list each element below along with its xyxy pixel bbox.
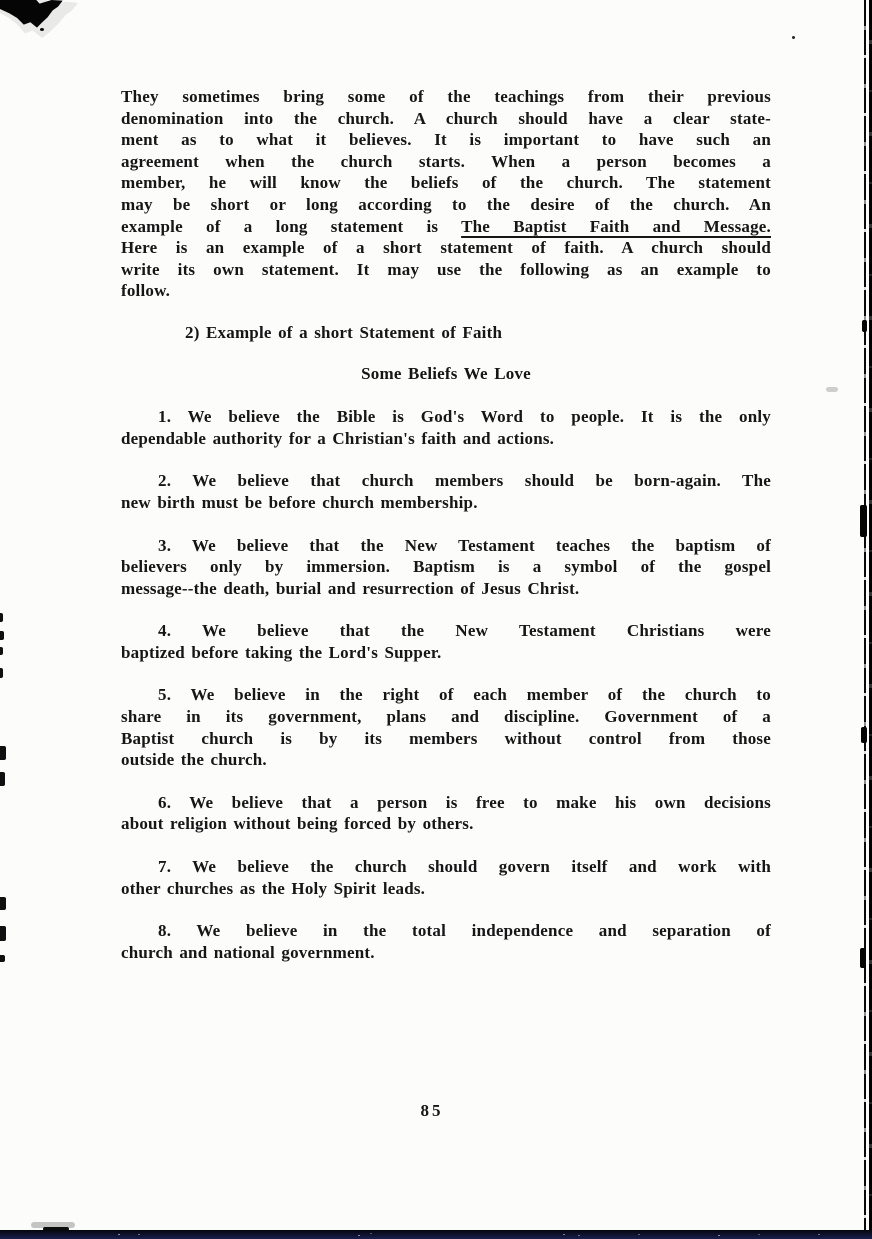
belief-item-4 (121, 620, 771, 663)
scan-edge-blob (860, 505, 867, 537)
text-line: church and national government. (121, 942, 375, 962)
scan-text-fragment (0, 746, 6, 760)
beliefs-list (121, 406, 771, 963)
text-line: denomination into the church. A church should have a clear state- (121, 108, 771, 128)
scan-text-fragment (0, 631, 4, 640)
text-line: other churches as the Holy Spirit leads. (121, 878, 426, 898)
text-line: agreement when the church starts. When a person becomes a (121, 151, 771, 171)
text-column (121, 86, 771, 1122)
text-line: 6. We believe that a person is free to make his own decisions (158, 792, 771, 812)
scan-right-edge-line (864, 0, 866, 1239)
scan-smudge (826, 387, 838, 392)
belief-item-3 (121, 535, 771, 600)
scan-text-fragment (0, 926, 6, 941)
text-line: 7. We believe the church should govern itself and work with (158, 857, 771, 877)
text-line: 8. We believe in the total independence and separation of (158, 921, 771, 941)
text-line: They sometimes bring some of the teachings from their previous (121, 87, 771, 106)
scan-speck (792, 36, 795, 39)
text-line: 1. We believe the Bible is God's Word to people. It is the only (158, 407, 771, 427)
text-line (121, 216, 771, 238)
subheading: Some Beliefs We Love (361, 363, 531, 383)
page-number: 85 (420, 1101, 444, 1121)
text-line: write its own statement. It may use the following as an example to (121, 259, 771, 279)
scan-bottom-edge-specks (118, 1234, 120, 1235)
link-line-text: example of a long statement is (121, 216, 462, 236)
scan-text-fragment (0, 772, 5, 786)
scan-text-fragment (0, 613, 3, 622)
text-line: 2. We believe that church members should be born-again. The (158, 471, 771, 491)
scan-speck (40, 28, 44, 31)
scan-text-fragment (0, 897, 6, 910)
scan-edge-blob (862, 320, 867, 332)
scan-edge-blob (860, 948, 866, 968)
text-line: follow. (121, 281, 171, 301)
underlined-book-title: The Baptist Faith and Message. (461, 216, 771, 236)
text-line: 3. We believe that the New Testament teaches the baptism of (158, 535, 771, 555)
scan-text-fragment (0, 668, 3, 678)
text-line: new birth must be before church membership. (121, 492, 478, 512)
text-line: share in its government, plans and discipline. Government of a (121, 707, 771, 727)
text-line: outside the church. (121, 750, 267, 770)
belief-item-7 (121, 856, 771, 899)
text-line: Here is an example of a short statement of faith. A church should (121, 238, 771, 258)
text-line: baptized before taking the Lord's Supper. (121, 642, 442, 662)
scan-text-fragment (0, 955, 5, 962)
section-heading: 2) Example of a short Statement of Faith (185, 322, 503, 342)
scan-edge-blob (861, 727, 867, 743)
text-line: Baptist church is by its members without control from those (121, 728, 771, 748)
text-line: believers only by immersion. Baptism is a symbol of the gospel (121, 557, 771, 577)
belief-item-6 (121, 792, 771, 835)
scan-text-fragment (0, 647, 3, 655)
belief-item-5 (121, 684, 771, 770)
text-line: 5. We believe in the right of each member of the church to (158, 685, 771, 705)
text-line: ment as to what it believes. It is important to have such an (121, 130, 771, 150)
text-line: about religion without being forced by others. (121, 814, 474, 834)
text-line: message--the death, burial and resurrection of Jesus Christ. (121, 578, 580, 598)
belief-item-2 (121, 470, 771, 513)
belief-item-8 (121, 920, 771, 963)
text-line: may be short or long according to the desire of the church. An (121, 194, 771, 214)
belief-item-1 (121, 406, 771, 449)
intro-paragraph (121, 86, 771, 302)
text-line: dependable authority for a Christian's faith and actions. (121, 428, 555, 448)
text-line: member, he will know the beliefs of the church. The statement (121, 173, 771, 193)
scan-bottom-edge (0, 1230, 872, 1239)
text-line: 4. We believe that the New Testament Christians were (158, 621, 771, 641)
